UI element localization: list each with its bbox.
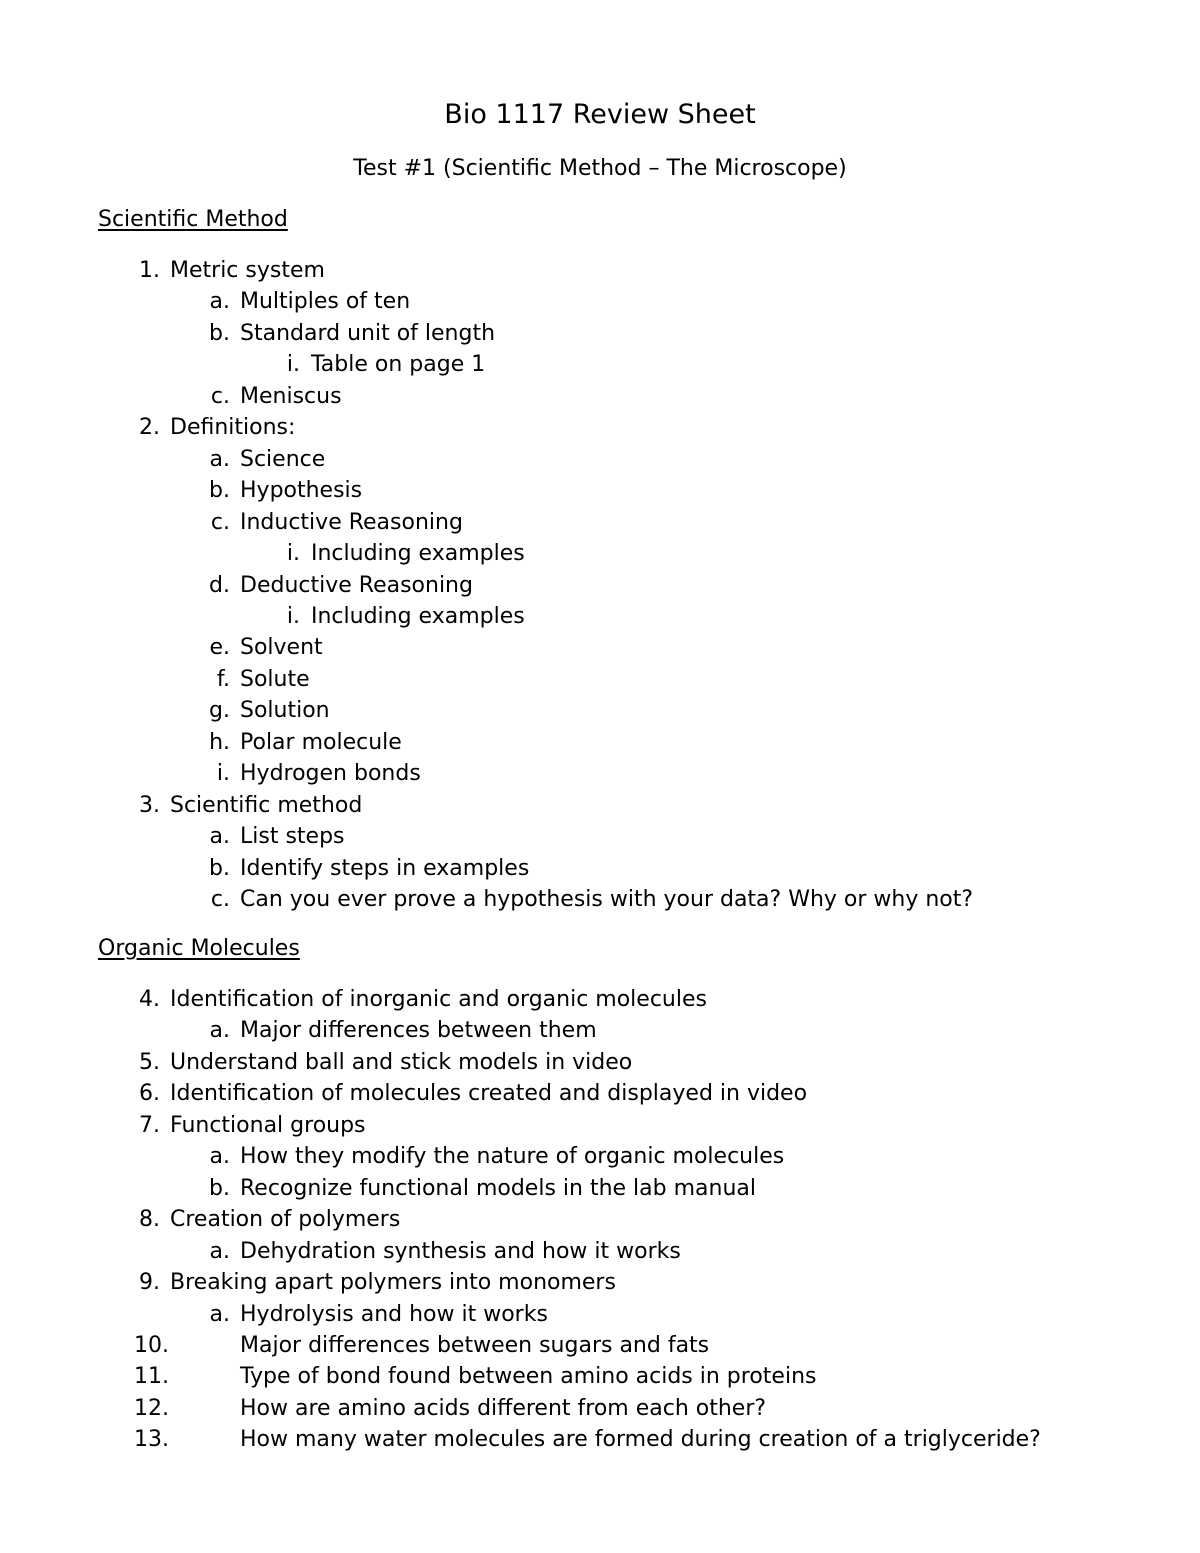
list-item-marker: 9. xyxy=(139,1270,160,1296)
list-item-text: Hydrolysis and how it works xyxy=(240,1301,548,1327)
list-item-text: Table on page 1 xyxy=(311,352,486,378)
list-item-marker: a. xyxy=(209,1301,230,1327)
list-item-marker: d. xyxy=(209,572,230,598)
list-item-marker: g. xyxy=(209,698,230,724)
list-item-marker: 8. xyxy=(139,1207,160,1233)
list-item-marker: a. xyxy=(209,1238,230,1264)
list-item-text: Solution xyxy=(240,698,330,724)
list-item-text: Understand ball and stick models in video xyxy=(170,1049,633,1075)
list-item-marker: b. xyxy=(209,320,230,346)
list-item-text: Solute xyxy=(240,666,310,692)
section-heading: Scientific Method xyxy=(98,207,288,232)
list-item-text: How are amino acids different from each other? xyxy=(240,1395,767,1421)
list-item-marker: 10. xyxy=(134,1332,169,1358)
list-item-marker: i. xyxy=(216,761,230,787)
list-item-marker: a. xyxy=(209,1144,230,1170)
list-item-marker: i. xyxy=(286,541,300,567)
list-item-text: Scientific method xyxy=(170,792,363,818)
list-item-marker: a. xyxy=(209,289,230,315)
document-subtitle: Test #1 (Scientific Method – The Microscope) xyxy=(353,156,847,181)
list-item-text: Inductive Reasoning xyxy=(240,509,463,535)
list-item-marker: h. xyxy=(209,729,230,755)
list-item-text: Deductive Reasoning xyxy=(240,572,473,598)
list-item-marker: 2. xyxy=(139,415,160,441)
list-item-text: Creation of polymers xyxy=(170,1207,401,1233)
list-item-text: Meniscus xyxy=(240,383,342,409)
list-item-marker: 6. xyxy=(139,1081,160,1107)
list-item-text: Dehydration synthesis and how it works xyxy=(240,1238,681,1264)
list-item-text: Polar molecule xyxy=(240,729,402,755)
list-item-marker: a. xyxy=(209,1018,230,1044)
list-item-marker: b. xyxy=(209,478,230,504)
list-item-marker: 13. xyxy=(134,1427,169,1453)
list-item-text: Identification of inorganic and organic molecules xyxy=(170,987,707,1012)
list-item-text: Major differences between sugars and fats xyxy=(240,1332,710,1358)
list-item-text: List steps xyxy=(240,824,345,850)
list-item-marker: 7. xyxy=(139,1112,160,1138)
list-item-text: Type of bond found between amino acids in proteins xyxy=(240,1364,817,1390)
list-item-marker: 1. xyxy=(139,258,160,283)
list-item-text: Functional groups xyxy=(170,1112,366,1138)
list-item-text: Science xyxy=(240,446,326,472)
document-title: Bio 1117 Review Sheet xyxy=(444,99,756,130)
list-item-marker: 12. xyxy=(134,1395,169,1421)
list-item-marker: a. xyxy=(209,824,230,850)
list-item-text: Standard unit of length xyxy=(240,320,496,346)
list-item-text: Multiples of ten xyxy=(240,289,411,315)
list-item-marker: b. xyxy=(209,855,230,881)
list-item-text: Identify steps in examples xyxy=(240,855,530,881)
list-item-text: How they modify the nature of organic molecules xyxy=(240,1144,785,1170)
list-item-marker: 11. xyxy=(134,1364,169,1390)
list-item-marker: 5. xyxy=(139,1049,160,1075)
list-item-text: How many water molecules are formed during creation of a triglyceride? xyxy=(240,1427,1041,1453)
list-item-text: Solvent xyxy=(240,635,323,661)
list-item-text: Can you ever prove a hypothesis with your data? Why or why not? xyxy=(240,887,974,912)
list-item-marker: c. xyxy=(210,887,230,912)
list-item-text: Including examples xyxy=(311,603,525,629)
list-item-marker: 3. xyxy=(139,792,160,818)
list-item-marker: i. xyxy=(286,603,300,629)
list-item-text: Hypothesis xyxy=(240,478,363,504)
list-item-text: Metric system xyxy=(170,258,325,283)
section-heading: Organic Molecules xyxy=(98,936,300,961)
list-item-text: Including examples xyxy=(311,541,525,567)
list-item-marker: a. xyxy=(209,446,230,472)
list-item-marker: e. xyxy=(209,635,230,661)
list-item-marker: i. xyxy=(286,352,300,378)
list-item-marker: 4. xyxy=(139,987,160,1012)
list-item-text: Recognize functional models in the lab manual xyxy=(240,1175,756,1201)
list-item-text: Hydrogen bonds xyxy=(240,761,421,787)
list-item-marker: f. xyxy=(216,666,230,692)
list-item-text: Definitions: xyxy=(170,415,296,441)
list-item-marker: b. xyxy=(209,1175,230,1201)
list-item-marker: c. xyxy=(210,509,230,535)
list-item-marker: c. xyxy=(210,383,230,409)
list-item-text: Major differences between them xyxy=(240,1018,597,1044)
list-item-text: Breaking apart polymers into monomers xyxy=(170,1270,616,1296)
list-item-text: Identification of molecules created and displayed in video xyxy=(170,1081,808,1107)
